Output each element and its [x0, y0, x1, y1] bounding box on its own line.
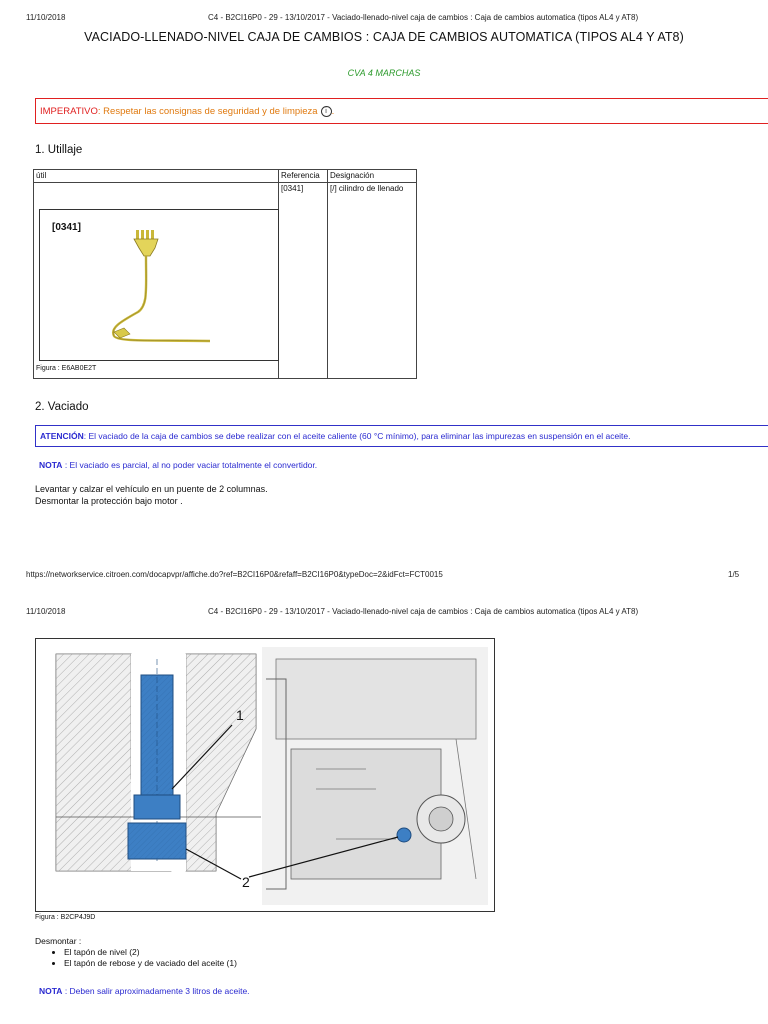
imperativo-box [35, 98, 768, 124]
tool-image-frame [39, 209, 279, 361]
page-subtitle: CVA 4 MARCHAS [347, 68, 421, 78]
nota-text: : Deben salir aproximadamente 3 litros de aceite. [62, 986, 250, 996]
print-date-page2: 11/10/2018 [26, 607, 66, 616]
step-list [35, 483, 268, 507]
nota-aceite [39, 986, 250, 996]
step-item: Levantar y calzar el vehículo en un puente de 2 columnas. [35, 484, 268, 494]
print-doc-line-page2: C4 - B2CI16P0 - 29 - 13/10/2017 - Vaciado-llenado-nivel caja de cambios : Caja de cambios automatica (tipos AL4 y AT8) [208, 607, 639, 616]
tool-reference: [0341] [279, 183, 328, 379]
nota-text: : El vaciado es parcial, al no poder vaciar totalmente el convertidor. [62, 460, 318, 470]
atencion-box [35, 425, 768, 447]
atencion-text: : El vaciado de la caja de cambios se debe realizar con el aceite caliente (60 °C mínimo), para eliminar las impurezas en suspensión en el aceite. [83, 431, 631, 441]
filling-cylinder-illustration [40, 210, 278, 360]
info-circle-icon[interactable]: i [321, 106, 332, 117]
tool-designation: [/] cilindro de llenado [328, 183, 417, 379]
page-title: VACIADO-LLENADO-NIVEL CAJA DE CAMBIOS : CAJA DE CAMBIOS AUTOMATICA (TIPOS AL4 Y AT8) [84, 30, 684, 44]
imperativo-text: : Respetar las consignas de seguridad y de limpieza [97, 105, 318, 117]
tool-figure-caption: Figura : E6AB0E2T [36, 365, 97, 372]
col-header-designacion: Designación [328, 170, 417, 183]
list-item: • El tapón de rebose y de vaciado del aceite (1) [64, 958, 237, 969]
callout-2: 2 [242, 874, 250, 890]
list-item: • El tapón de nivel (2) [64, 947, 237, 958]
nota-label: NOTA [39, 460, 63, 470]
atencion-label: ATENCIÓN [40, 431, 84, 441]
callout-1: 1 [236, 707, 244, 723]
print-date: 11/10/2018 [26, 13, 66, 22]
desmontar-list [48, 947, 237, 969]
tool-image-label: [0341] [52, 222, 81, 233]
step-item: Desmontar la protección bajo motor . [35, 496, 183, 506]
figure-caption-page2: Figura : B2CP4J9D [35, 914, 96, 921]
section-vaciado: 2. Vaciado [35, 401, 89, 413]
print-doc-line: C4 - B2CI16P0 - 29 - 13/10/2017 - Vaciado-llenado-nivel caja de cambios : Caja de cambios automatica (tipos AL4 y AT8) [208, 13, 639, 22]
tool-table [33, 169, 417, 379]
imperativo-trailing: . [331, 105, 335, 117]
section-utillaje: 1. Utillaje [35, 144, 83, 156]
imperativo-label: IMPERATIVO [40, 105, 98, 117]
drain-plug-figure [35, 638, 495, 912]
tool-image-cell [34, 183, 279, 379]
footer-page-number: 1/5 [728, 570, 740, 579]
desmontar-label: Desmontar : [35, 936, 82, 946]
nota-label: NOTA [39, 986, 63, 996]
col-header-referencia: Referencia [279, 170, 328, 183]
col-header-util: útil [34, 170, 279, 183]
drain-plug-illustration [36, 639, 494, 911]
nota-vaciado [39, 460, 317, 470]
footer-url-link[interactable]: https://networkservice.citroen.com/docapvpr/affiche.do?ref=B2CI16P0&refaff=B2CI16P0&typeDoc=2&idFct=FCT0015 [26, 570, 443, 579]
table-row [34, 183, 417, 379]
